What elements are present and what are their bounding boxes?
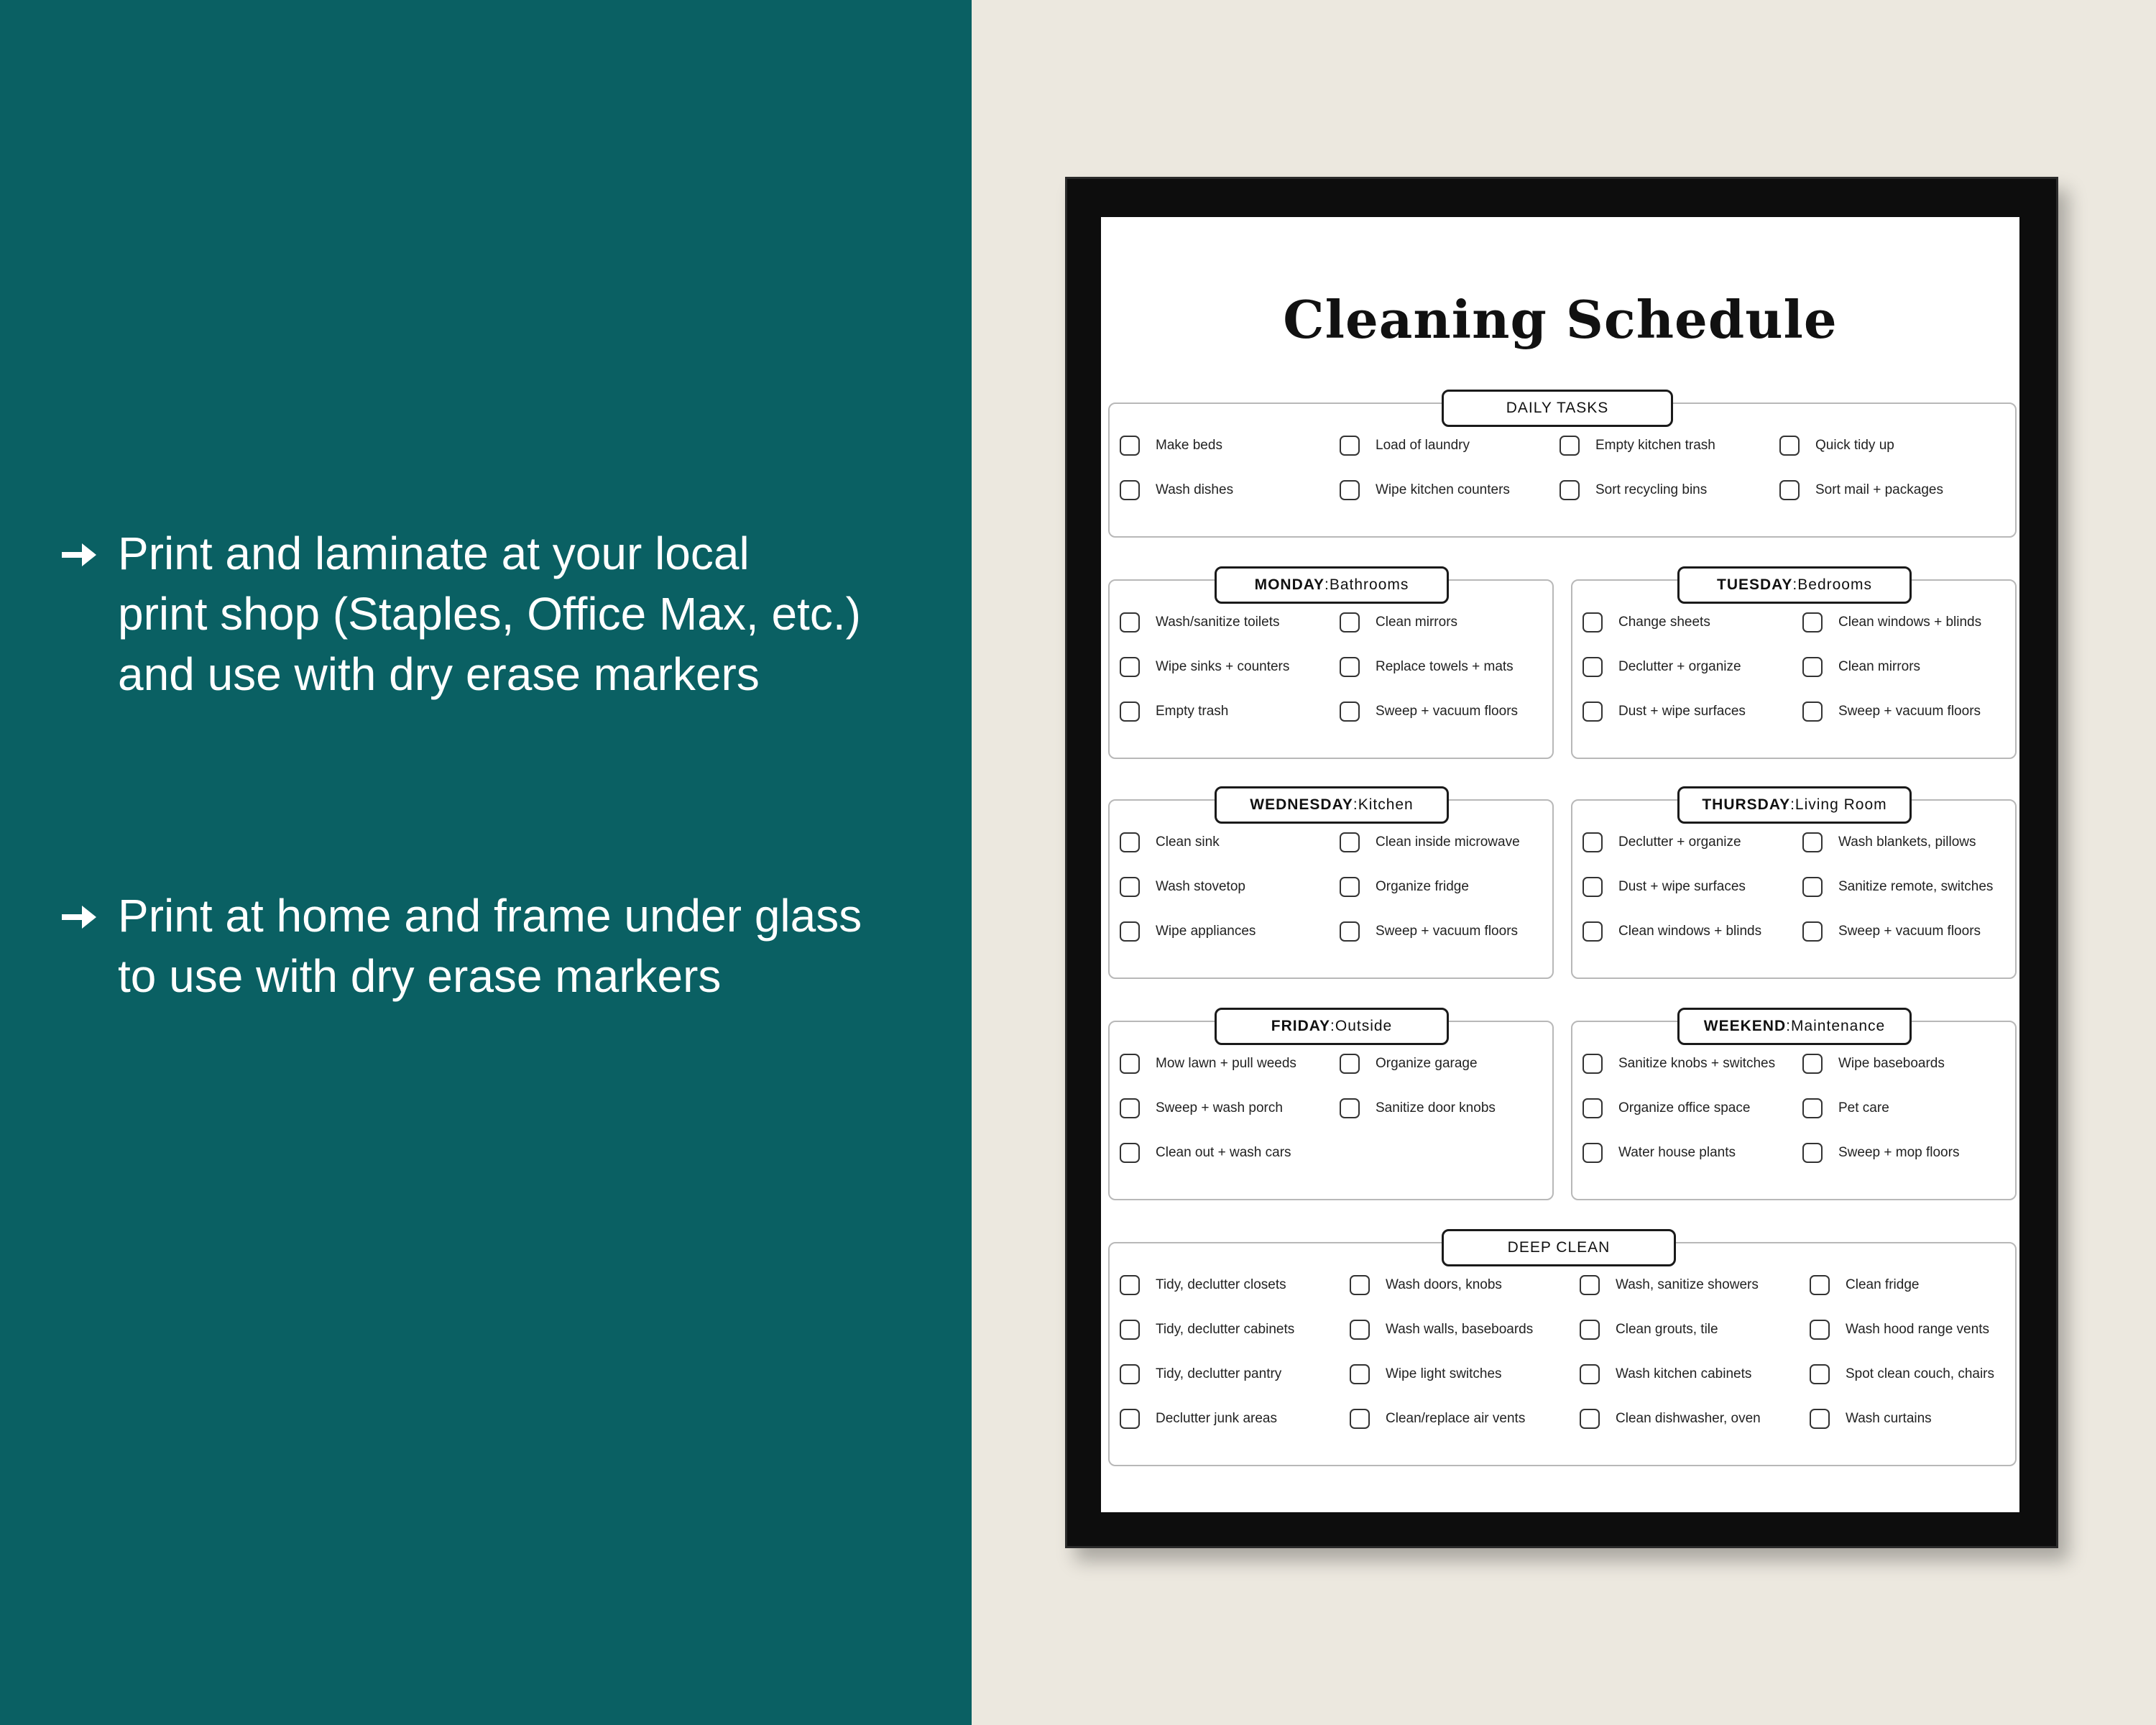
task-label: Sanitize knobs + switches	[1618, 1056, 1776, 1071]
section-area: Maintenance	[1790, 1018, 1886, 1034]
section-day: WEEKEND	[1703, 1018, 1787, 1034]
checkbox-icon[interactable]	[1120, 657, 1140, 677]
task-item	[1120, 476, 1233, 505]
checkbox-icon[interactable]	[1120, 1320, 1140, 1340]
checkbox-icon[interactable]	[1802, 1143, 1823, 1163]
task-item	[1779, 476, 1943, 505]
task-item	[1583, 1138, 1736, 1167]
checkbox-icon[interactable]	[1580, 1320, 1600, 1340]
checkbox-icon[interactable]	[1583, 832, 1603, 852]
task-label: Wipe kitchen counters	[1376, 482, 1510, 497]
task-item	[1350, 1315, 1533, 1344]
task-label: Wash stovetop	[1156, 879, 1245, 894]
task-item	[1583, 653, 1741, 681]
task-item	[1810, 1404, 1932, 1433]
task-label: Clean mirrors	[1376, 615, 1458, 630]
checkbox-icon[interactable]	[1810, 1275, 1830, 1295]
task-label: Tidy, declutter closets	[1156, 1277, 1286, 1292]
checkbox-icon[interactable]	[1580, 1275, 1600, 1295]
task-item	[1340, 697, 1518, 726]
task-label: Wipe appliances	[1156, 924, 1256, 939]
checkbox-icon[interactable]	[1340, 612, 1360, 632]
checkbox-icon[interactable]	[1120, 921, 1140, 942]
task-label: Wash hood range vents	[1846, 1322, 1989, 1337]
task-item	[1802, 1138, 1959, 1167]
section-label-daily	[1442, 390, 1673, 427]
poster-title: Cleaning Schedule	[1283, 289, 1838, 350]
arrow-right-icon	[59, 523, 118, 704]
section-day: WEDNESDAY	[1250, 796, 1353, 813]
task-label: Declutter junk areas	[1156, 1411, 1277, 1426]
checkbox-icon[interactable]	[1120, 480, 1140, 500]
checkbox-icon[interactable]	[1120, 702, 1140, 722]
task-label: Tidy, declutter pantry	[1156, 1366, 1282, 1381]
task-label: Clean mirrors	[1838, 659, 1921, 674]
task-label: Clean inside microwave	[1376, 834, 1520, 850]
checkbox-icon[interactable]	[1350, 1320, 1370, 1340]
task-label: Clean/replace air vents	[1386, 1411, 1526, 1426]
checkbox-icon[interactable]	[1580, 1409, 1600, 1429]
task-item	[1120, 431, 1222, 460]
task-label: Clean dishwasher, oven	[1616, 1411, 1761, 1426]
task-item	[1120, 873, 1245, 901]
bullet-text: Print and laminate at your local print shop (Staples, Office Max, etc.) and use with dry erase markers	[118, 528, 861, 700]
task-label: Wipe baseboards	[1838, 1056, 1945, 1071]
task-item	[1340, 828, 1520, 857]
section-title: DAILY TASKS	[1506, 400, 1609, 416]
bullet-point	[59, 886, 964, 1006]
task-item	[1120, 653, 1289, 681]
task-label: Wash/sanitize toilets	[1156, 615, 1280, 630]
task-item	[1120, 608, 1279, 637]
checkbox-icon[interactable]	[1340, 921, 1360, 942]
task-label: Tidy, declutter cabinets	[1156, 1322, 1295, 1337]
section-day: MONDAY	[1254, 576, 1325, 593]
task-label: Wipe light switches	[1386, 1366, 1502, 1381]
task-label: Sort recycling bins	[1595, 482, 1708, 497]
task-item	[1583, 608, 1710, 637]
checkbox-icon[interactable]	[1583, 1098, 1603, 1118]
task-item	[1802, 873, 1993, 901]
task-label: Sweep + vacuum floors	[1376, 924, 1519, 939]
checkbox-icon[interactable]	[1340, 657, 1360, 677]
task-item	[1580, 1271, 1759, 1300]
task-label: Clean fridge	[1846, 1277, 1920, 1292]
task-item	[1802, 1049, 1945, 1078]
task-label: Organize garage	[1376, 1056, 1478, 1071]
checkbox-icon[interactable]	[1120, 1143, 1140, 1163]
task-label: Sweep + wash porch	[1156, 1100, 1283, 1116]
checkbox-icon[interactable]	[1802, 612, 1823, 632]
task-label: Sanitize remote, switches	[1838, 879, 1994, 894]
task-item	[1810, 1271, 1919, 1300]
section-day: THURSDAY	[1702, 796, 1791, 813]
checkbox-icon[interactable]	[1583, 657, 1603, 677]
section-label-weekend: WEEKEND : Maintenance	[1677, 1008, 1912, 1045]
section-area: Living Room	[1795, 796, 1887, 813]
checkbox-icon[interactable]	[1340, 1054, 1360, 1074]
task-label: Mow lawn + pull weeds	[1156, 1056, 1296, 1071]
task-label: Make beds	[1156, 438, 1222, 453]
checkbox-icon[interactable]	[1560, 436, 1580, 456]
bullet-text: Print at home and frame under glass to use with dry erase markers	[118, 890, 862, 1002]
checkbox-icon[interactable]	[1120, 612, 1140, 632]
task-label: Wash kitchen cabinets	[1616, 1366, 1752, 1381]
checkbox-icon[interactable]	[1802, 921, 1823, 942]
checkbox-icon[interactable]	[1580, 1364, 1600, 1384]
section-area: Bathrooms	[1329, 576, 1409, 593]
task-item	[1120, 1138, 1291, 1167]
task-item	[1340, 608, 1457, 637]
task-item	[1583, 1094, 1750, 1123]
task-item	[1120, 1049, 1296, 1078]
task-label: Clean grouts, tile	[1616, 1322, 1718, 1337]
task-label: Water house plants	[1618, 1145, 1736, 1160]
checkbox-icon[interactable]	[1802, 832, 1823, 852]
task-label: Empty trash	[1156, 704, 1229, 719]
section-label-thursday: THURSDAY : Living Room	[1677, 786, 1912, 824]
task-label: Replace towels + mats	[1376, 659, 1514, 674]
task-label: Spot clean couch, chairs	[1846, 1366, 1995, 1381]
task-item	[1120, 828, 1220, 857]
task-label: Clean sink	[1156, 834, 1220, 850]
task-item	[1583, 828, 1741, 857]
task-item	[1802, 608, 1981, 637]
checkbox-icon[interactable]	[1340, 1098, 1360, 1118]
bullet-point	[59, 523, 964, 704]
task-label: Pet care	[1838, 1100, 1889, 1116]
task-item	[1580, 1404, 1761, 1433]
section-day: FRIDAY	[1271, 1018, 1331, 1034]
checkbox-icon[interactable]	[1120, 1364, 1140, 1384]
checkbox-icon[interactable]	[1583, 702, 1603, 722]
checkbox-icon[interactable]	[1120, 436, 1140, 456]
checkbox-icon[interactable]	[1120, 1098, 1140, 1118]
task-item	[1340, 653, 1514, 681]
task-label: Declutter + organize	[1618, 659, 1741, 674]
task-item	[1802, 828, 1976, 857]
task-item	[1583, 1049, 1775, 1078]
task-label: Change sheets	[1618, 615, 1710, 630]
section-label-monday: MONDAY : Bathrooms	[1215, 566, 1449, 604]
task-item	[1802, 1094, 1889, 1123]
checkbox-icon[interactable]	[1802, 1098, 1823, 1118]
task-label: Declutter + organize	[1618, 834, 1741, 850]
checkbox-icon[interactable]	[1120, 1409, 1140, 1429]
task-label: Wash walls, baseboards	[1386, 1322, 1534, 1337]
checkbox-icon[interactable]	[1340, 702, 1360, 722]
task-label: Dust + wipe surfaces	[1618, 879, 1746, 894]
task-item	[1120, 1094, 1283, 1123]
checkbox-icon[interactable]	[1340, 832, 1360, 852]
checkbox-icon[interactable]	[1120, 1054, 1140, 1074]
task-item	[1350, 1271, 1502, 1300]
task-item	[1120, 917, 1256, 946]
task-label: Sweep + vacuum floors	[1376, 704, 1519, 719]
task-item	[1810, 1315, 1989, 1344]
task-label: Wash blankets, pillows	[1838, 834, 1976, 850]
task-item	[1120, 1315, 1294, 1344]
task-item	[1583, 697, 1746, 726]
section-label-friday: FRIDAY : Outside	[1215, 1008, 1449, 1045]
checkbox-icon[interactable]	[1802, 877, 1823, 897]
task-label: Wipe sinks + counters	[1156, 659, 1290, 674]
task-label: Dust + wipe surfaces	[1618, 704, 1746, 719]
task-label: Sort mail + packages	[1815, 482, 1943, 497]
task-item	[1580, 1360, 1751, 1389]
task-item	[1802, 697, 1981, 726]
checkbox-icon[interactable]	[1560, 480, 1580, 500]
task-item	[1340, 476, 1510, 505]
task-label: Sweep + vacuum floors	[1838, 704, 1981, 719]
left-panel	[0, 0, 986, 1725]
checkbox-icon[interactable]	[1340, 877, 1360, 897]
checkbox-icon[interactable]	[1583, 612, 1603, 632]
section-label-tuesday: TUESDAY : Bedrooms	[1677, 566, 1912, 604]
task-item	[1560, 476, 1707, 505]
task-label: Sanitize door knobs	[1376, 1100, 1496, 1116]
task-item	[1580, 1315, 1718, 1344]
task-label: Empty kitchen trash	[1595, 438, 1715, 453]
checkbox-icon[interactable]	[1120, 877, 1140, 897]
task-item	[1779, 431, 1894, 460]
poster-paper	[1101, 217, 2019, 1512]
task-label: Quick tidy up	[1815, 438, 1894, 453]
checkbox-icon[interactable]	[1802, 702, 1823, 722]
arrow-right-icon	[59, 886, 118, 1006]
task-label: Wash doors, knobs	[1386, 1277, 1502, 1292]
checkbox-icon[interactable]	[1583, 1054, 1603, 1074]
task-item	[1120, 1404, 1277, 1433]
task-item	[1350, 1360, 1502, 1389]
checkbox-icon[interactable]	[1583, 877, 1603, 897]
checkbox-icon[interactable]	[1350, 1409, 1370, 1429]
checkbox-icon[interactable]	[1810, 1409, 1830, 1429]
task-label: Wash dishes	[1156, 482, 1234, 497]
task-item	[1340, 431, 1470, 460]
task-label: Organize fridge	[1376, 879, 1469, 894]
task-label: Clean windows + blinds	[1618, 924, 1762, 939]
checkbox-icon[interactable]	[1350, 1364, 1370, 1384]
task-item	[1340, 1094, 1496, 1123]
checkbox-icon[interactable]	[1120, 1275, 1140, 1295]
section-label-deep	[1442, 1229, 1676, 1266]
checkbox-icon[interactable]	[1350, 1275, 1370, 1295]
checkbox-icon[interactable]	[1802, 657, 1823, 677]
task-label: Clean windows + blinds	[1838, 615, 1982, 630]
task-item	[1583, 873, 1746, 901]
section-day: TUESDAY	[1717, 576, 1793, 593]
task-item	[1583, 917, 1761, 946]
section-area: Outside	[1335, 1018, 1393, 1034]
task-item	[1802, 917, 1981, 946]
task-item	[1340, 917, 1518, 946]
task-label: Clean out + wash cars	[1156, 1145, 1291, 1160]
checkbox-icon[interactable]	[1779, 480, 1800, 500]
section-area: Bedrooms	[1797, 576, 1872, 593]
checkbox-icon[interactable]	[1340, 480, 1360, 500]
checkbox-icon[interactable]	[1779, 436, 1800, 456]
section-area: Kitchen	[1358, 796, 1414, 813]
task-label: Organize office space	[1618, 1100, 1751, 1116]
task-label: Sweep + mop floors	[1838, 1145, 1960, 1160]
task-label: Sweep + vacuum floors	[1838, 924, 1981, 939]
task-item	[1120, 1271, 1286, 1300]
task-label: Wash, sanitize showers	[1616, 1277, 1759, 1292]
checkbox-icon[interactable]	[1810, 1320, 1830, 1340]
checkbox-icon[interactable]	[1583, 921, 1603, 942]
checkbox-icon[interactable]	[1583, 1143, 1603, 1163]
checkbox-icon[interactable]	[1120, 832, 1140, 852]
task-label: Wash curtains	[1846, 1411, 1932, 1426]
section-title: DEEP CLEAN	[1507, 1239, 1611, 1256]
task-item	[1350, 1404, 1525, 1433]
task-item	[1802, 653, 1920, 681]
task-item	[1340, 873, 1469, 901]
checkbox-icon[interactable]	[1340, 436, 1360, 456]
checkbox-icon[interactable]	[1810, 1364, 1830, 1384]
task-item	[1120, 697, 1228, 726]
section-label-wednesday: WEDNESDAY : Kitchen	[1215, 786, 1449, 824]
task-item	[1120, 1360, 1281, 1389]
task-item	[1560, 431, 1715, 460]
task-label: Load of laundry	[1376, 438, 1470, 453]
checkbox-icon[interactable]	[1802, 1054, 1823, 1074]
task-item	[1340, 1049, 1478, 1078]
task-item	[1810, 1360, 1994, 1389]
